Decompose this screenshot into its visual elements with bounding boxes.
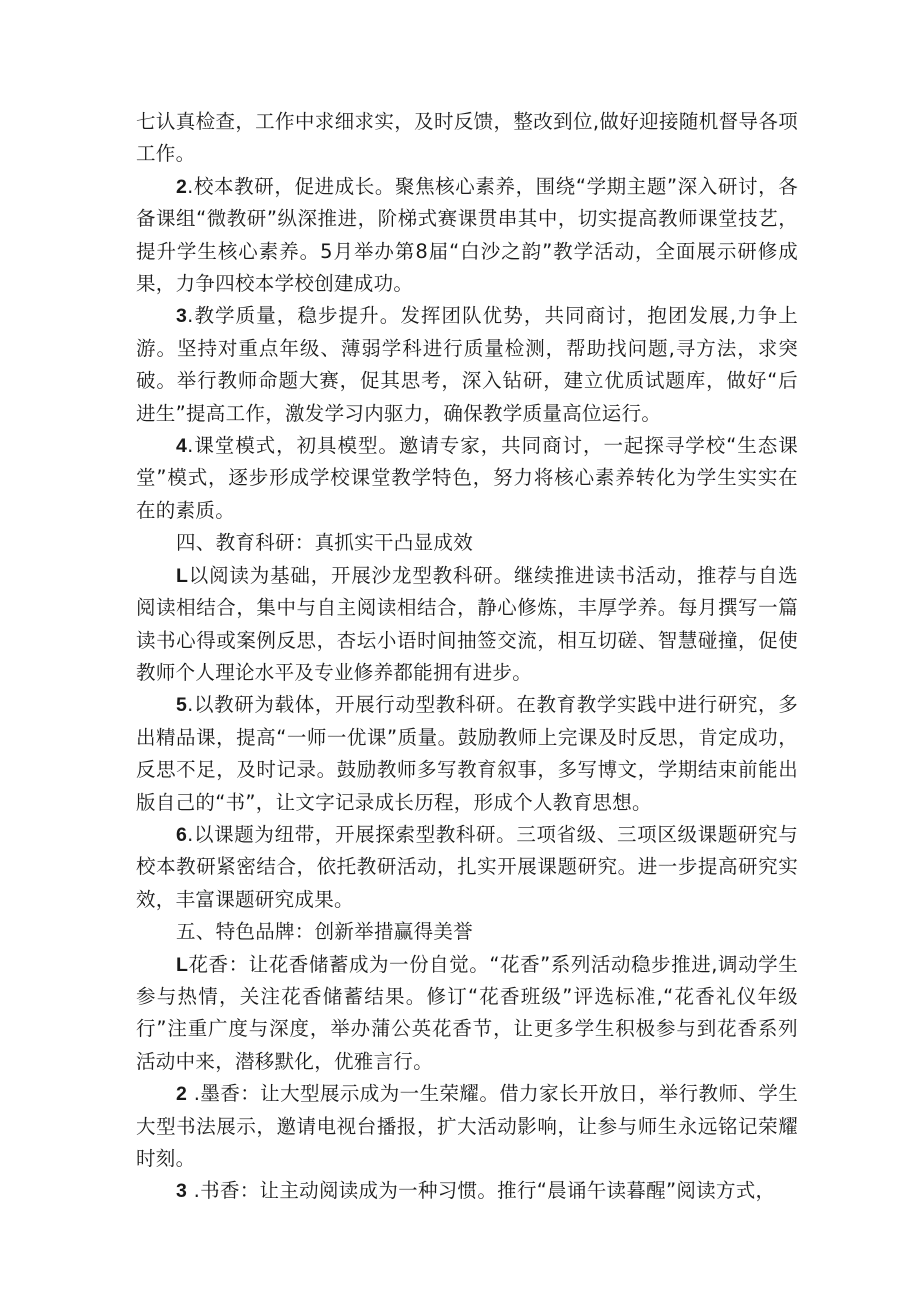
paragraph-text: .书香：让主动阅读成为一种习惯。推行“晨诵午读暮醒”阅读方式， [187, 1179, 776, 1203]
item-number: L [176, 564, 189, 587]
paragraph-item-1-reading [136, 560, 798, 690]
paragraph-item-5-teaching-research [136, 689, 798, 819]
item-number: 2 [176, 175, 188, 198]
item-number: 4 [176, 435, 188, 458]
document-body [136, 106, 798, 1208]
section-heading-research: 四、教育科研：真抓实干凸显成效 [176, 531, 474, 555]
paragraph-continuation: 七认真检查，工作中求细求实，及时反馈，整改到位,做好迎接随机督导各项工作。 [136, 110, 798, 166]
paragraph-item-3-teaching-quality [136, 300, 798, 430]
paragraph-item-3-book [136, 1175, 798, 1207]
paragraph-text: .课堂模式，初具模型。邀请专家，共同商讨，一起探寻学校“生态课堂”模式，逐步形成学校课堂教学特色，努力将核心素养转化为学生实实在在的素质。 [136, 434, 798, 522]
paragraph-item-1-flower [136, 949, 798, 1079]
paragraph-text: 以阅读为基础，开展沙龙型教科研。继续推进读书活动，推荐与自选阅读相结合，集中与自主阅读相结合，静心修炼，丰厚学养。每月撰写一篇读书心得或案例反思，杏坛小语时间抽签交流，相互切磋、智慧碰撞，促使教师个人理论水平及专业修养都能拥有进步。 [136, 563, 798, 684]
paragraph-text: .以教研为载体，开展行动型教科研。在教育教学实践中进行研究，多出精品课，提高“一师一优课”质量。鼓励教师上完课及时反思，肯定成功，反思不足，及时记录。鼓励教师多写教育叙事，多写博文，学期结束前能出版自己的“书”，让文字记录成长历程，形成个人教育思想。 [136, 693, 798, 814]
paragraph-text: .校本教研，促进成长。聚焦核心素养，围绕“学期主题”深入研讨，各备课组“微教研”纵深推进，阶梯式赛课贯串其中，切实提高教师课堂技艺，提升学生核心素养。5月举办第8届“白沙之韵”教学活动，全面展示研修成果，力争四校本学校创建成功。 [136, 174, 798, 296]
item-number: L [176, 953, 189, 976]
paragraph-text: .墨香：让大型展示成为一生荣耀。借力家长开放日，举行教师、学生大型书法展示，邀请电视台播报，扩大活动影响，让参与师生永远铭记荣耀时刻。 [136, 1082, 798, 1170]
paragraph-text: .教学质量，稳步提升。发挥团队优势，共同商讨，抱团发展,力争上游。坚持对重点年级、薄弱学科进行质量检测，帮助找问题,寻方法，求突破。举行教师命题大赛，促其思考，深入钻研，建立优质试题库，做好“后进生”提高工作，激发学习内驱力，确保教学质量高位运行。 [136, 304, 798, 425]
item-number: 3 [176, 1180, 188, 1203]
paragraph-item-4-classroom-model [136, 430, 798, 527]
section-heading-brand: 五、特色品牌：创新举措赢得美誉 [176, 920, 474, 944]
item-number: 3 [176, 305, 188, 328]
item-number: 6 [176, 823, 188, 846]
paragraph-text: .以课题为纽带，开展探索型教科研。三项省级、三项区级课题研究与校本教研紧密结合，依托教研活动，扎实开展课题研究。进一步提高研究实效，丰富课题研究成果。 [136, 822, 798, 911]
item-number: 2 [176, 1083, 188, 1106]
paragraph-text: 花香：让花香储蓄成为一份自觉。“花香”系列活动稳步推进,调动学生参与热情，关注花香储蓄结果。修订“花香班级”评选标准,“花香礼仪年级行”注重广度与深度，举办蒲公英花香节，让更多学生积极参与到花香系列活动中来，潜移默化，优雅言行。 [136, 952, 798, 1073]
paragraph-item-6-projects [136, 819, 798, 916]
item-number: 5 [176, 694, 188, 717]
paragraph-item-2-ink [136, 1078, 798, 1175]
paragraph-item-2-school-research [136, 171, 798, 301]
